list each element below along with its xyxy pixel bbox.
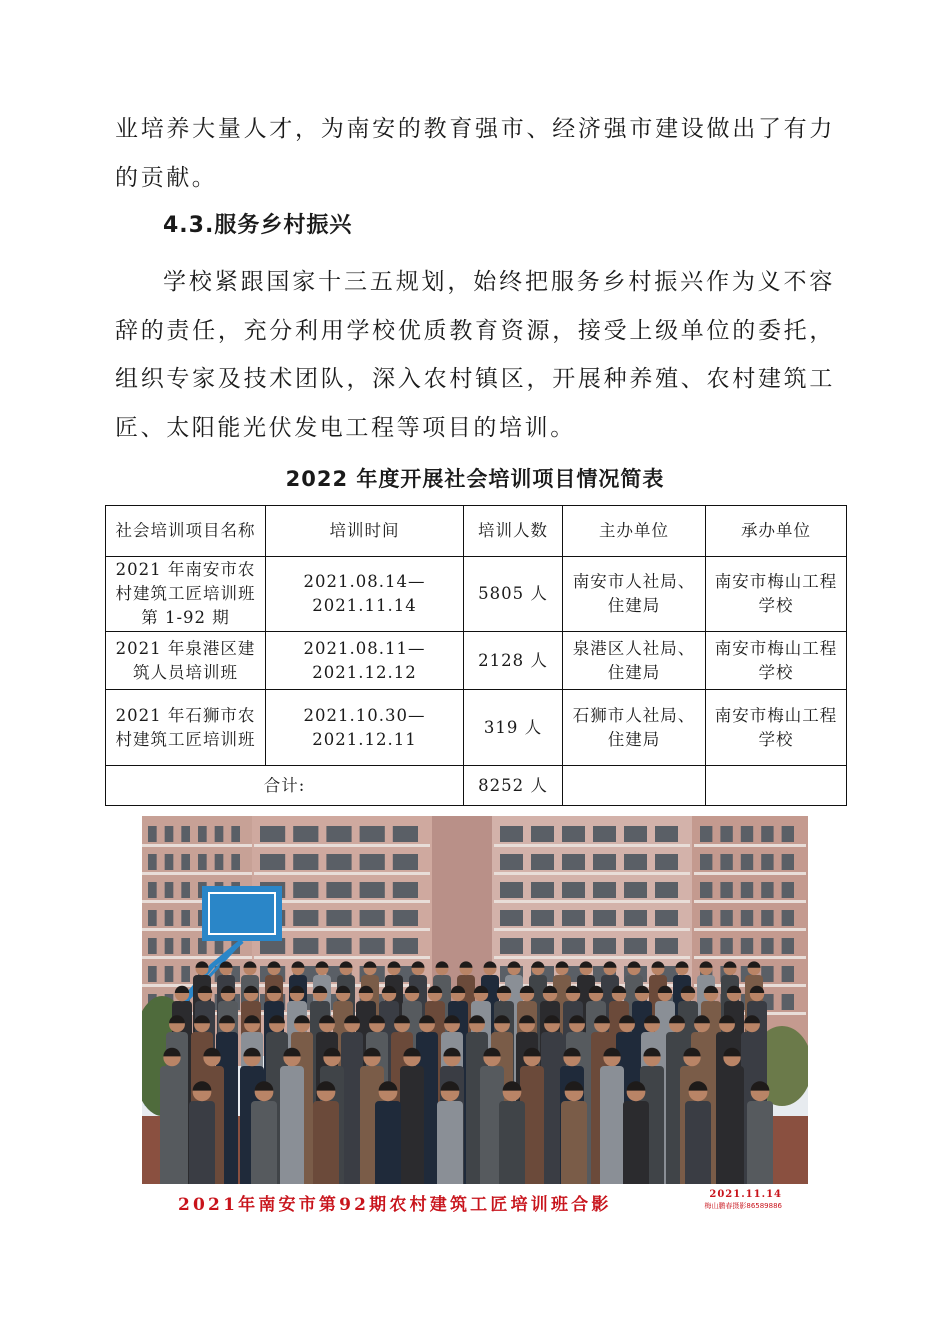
table-total-row bbox=[106, 766, 847, 806]
time-cell: 2021.08.11— 2021.12.12 bbox=[266, 632, 464, 690]
organizer-cell: 南安市梅山工程学校 bbox=[706, 557, 847, 632]
host-cell: 南安市人社局、住建局 bbox=[563, 557, 706, 632]
count-cell: 5805 人 bbox=[464, 557, 563, 632]
table-title: 2022 年度开展社会培训项目情况简表 bbox=[285, 467, 665, 491]
table-header-row bbox=[106, 506, 847, 557]
time-cell: 2021.10.30— 2021.12.11 bbox=[266, 690, 464, 766]
table-row bbox=[106, 632, 847, 690]
project-name-cell: 2021 年南安市农村建筑工匠培训班第 1-92 期 bbox=[106, 557, 266, 632]
table-row bbox=[106, 557, 847, 632]
caption-studio: 梅山鹏春摄影86589886 bbox=[704, 1202, 782, 1210]
photo-caption bbox=[142, 1188, 808, 1216]
header-cell: 社会培训项目名称 bbox=[106, 506, 266, 557]
host-cell: 泉港区人社局、住建局 bbox=[563, 632, 706, 690]
header-cell: 主办单位 bbox=[563, 506, 706, 557]
time-cell: 2021.08.14— 2021.11.14 bbox=[266, 557, 464, 632]
header-cell: 培训时间 bbox=[266, 506, 464, 557]
training-table bbox=[105, 505, 847, 806]
organizer-cell: 南安市梅山工程学校 bbox=[706, 690, 847, 766]
empty-cell bbox=[563, 766, 706, 806]
total-count-cell: 8252 人 bbox=[464, 766, 563, 806]
group-photo bbox=[142, 816, 808, 1184]
section-heading: 4.3.服务乡村振兴 bbox=[163, 213, 353, 238]
table-row bbox=[106, 690, 847, 766]
body-paragraph: 学校紧跟国家十三五规划，始终把服务乡村振兴作为义不容辞的责任，充分利用学校优质教育资源，接受上级单位的委托，组织专家及技术团队，深入农村镇区，开展种养殖、农村建筑工匠、太阳能光伏发电工程等项目的培训。 bbox=[115, 269, 835, 441]
total-label-cell: 合计: bbox=[106, 766, 464, 806]
empty-cell bbox=[706, 766, 847, 806]
host-cell: 石狮市人社局、住建局 bbox=[563, 690, 706, 766]
count-cell: 2128 人 bbox=[464, 632, 563, 690]
header-cell: 承办单位 bbox=[706, 506, 847, 557]
project-name-cell: 2021 年石狮市农村建筑工匠培训班 bbox=[106, 690, 266, 766]
organizer-cell: 南安市梅山工程学校 bbox=[706, 632, 847, 690]
header-cell: 培训人数 bbox=[464, 506, 563, 557]
caption-title: 2021年南安市第92期农村建筑工匠培训班合影 bbox=[178, 1195, 612, 1215]
caption-date: 2021.11.14 bbox=[709, 1189, 782, 1200]
project-name-cell: 2021 年泉港区建筑人员培训班 bbox=[106, 632, 266, 690]
count-cell: 319 人 bbox=[464, 690, 563, 766]
intro-paragraph: 业培养大量人才，为南安的教育强市、经济强市建设做出了有力的贡献。 bbox=[115, 116, 835, 191]
